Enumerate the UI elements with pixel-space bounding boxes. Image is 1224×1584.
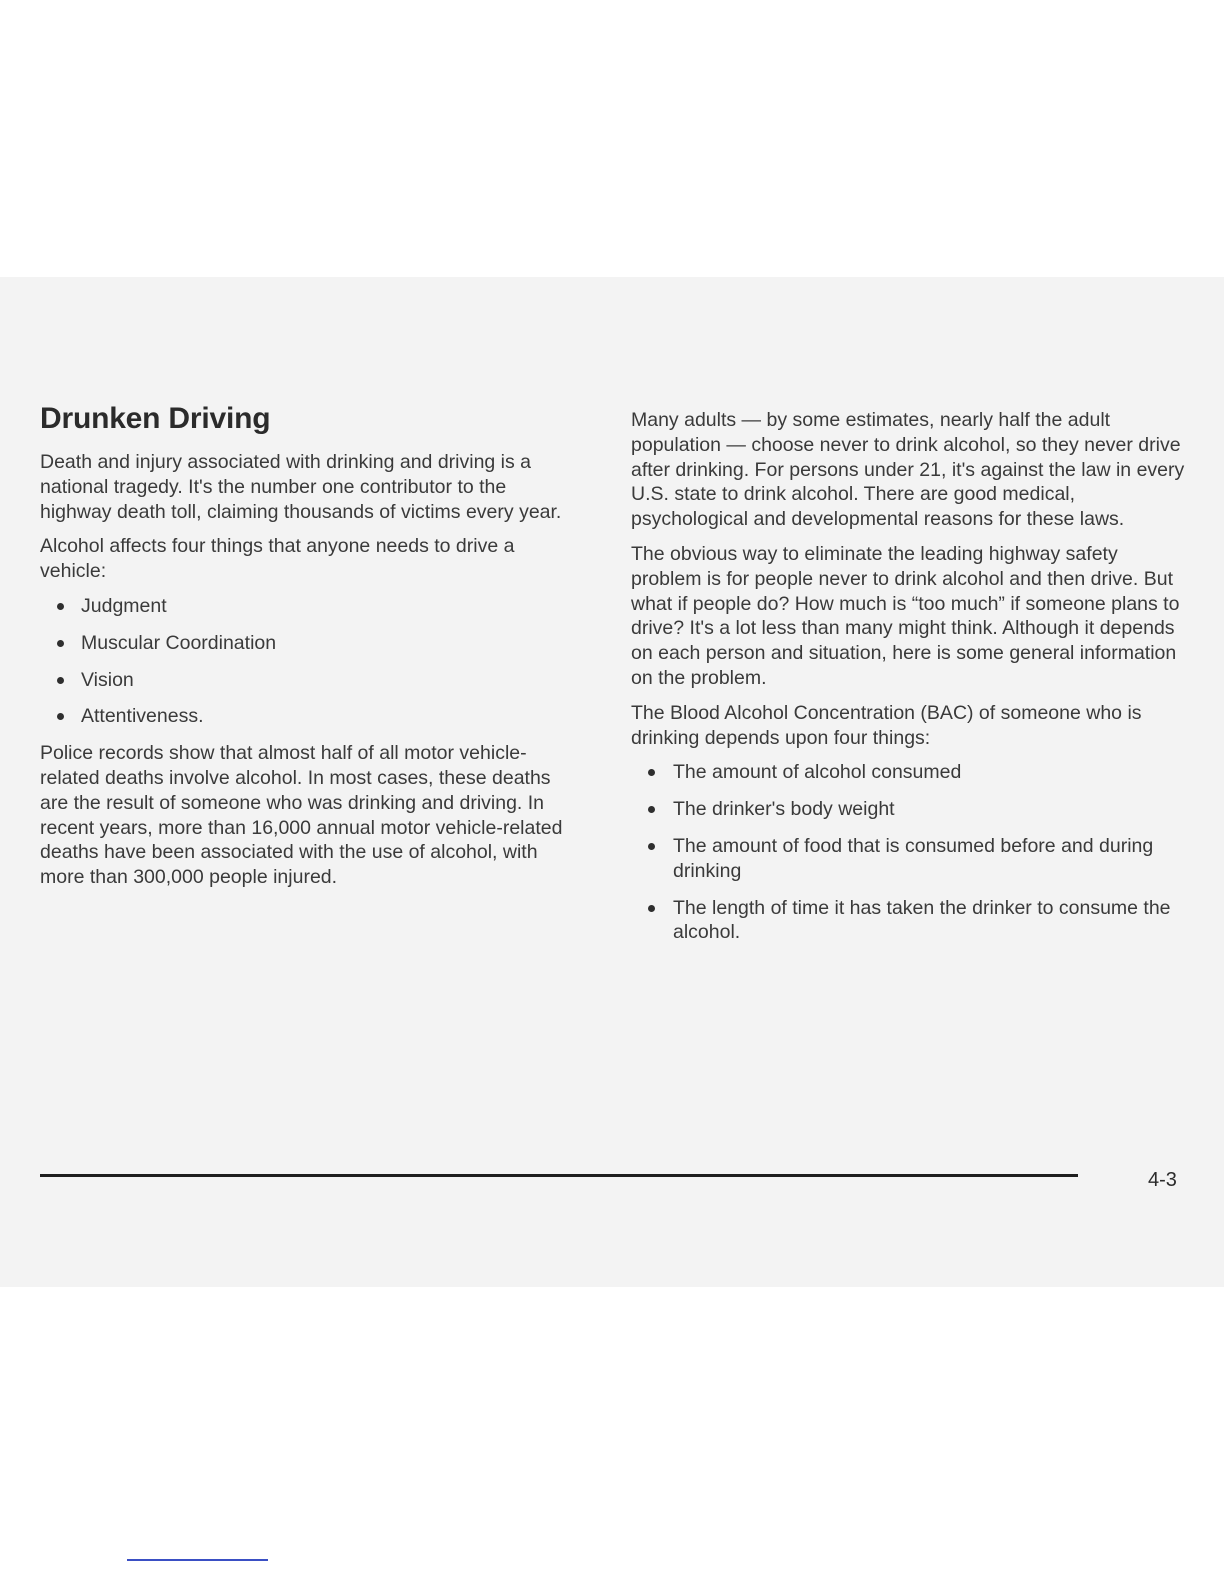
list-item-text: The amount of alcohol consumed [673,761,962,784]
left-column [40,402,580,900]
page-title: Drunken Driving [40,402,271,435]
list-item [40,631,580,656]
bullet-icon [57,677,64,684]
list-item-text: The length of time it has taken the drinker to consume the alcohol. [673,896,1171,944]
alcohol-effects-paragraph: Alcohol affects four things that anyone needs to drive a vehicle: [40,535,515,583]
bullet-icon [57,713,64,720]
list-item [40,594,580,619]
list-item [631,896,1187,946]
intro-paragraph: Death and injury associated with drinking and driving is a national tragedy. It's the number one contributor to the highway death toll, claiming thousands of victims every year. [40,451,562,523]
list-item-text: Attentiveness. [81,705,204,728]
footer-divider [40,1174,1078,1177]
list-item-text: The amount of food that is consumed before and during drinking [673,834,1154,882]
bullet-icon [648,905,655,912]
police-records-paragraph: Police records show that almost half of all motor vehicle-related deaths involve alcohol. In most cases, these deaths are the result of someone who was drinking and driving. In recent years, more than 16,000 annual motor vehicle-related deaths have been associated with the use of alcohol, with more than 300,000 people injured. [40,742,563,889]
list-item [40,668,580,693]
safety-problem-paragraph: The obvious way to eliminate the leading highway safety problem is for people never to drink alcohol and then drive. But what if people do? How much is “too much” if someone plans to drive? It's a lot less than many might think. Although it depends on each person and situation, here is some general information on the problem. [631,542,1180,689]
list-item-text: The drinker's body weight [673,798,895,821]
bullet-icon [57,640,64,647]
list-item-text: Muscular Coordination [81,631,277,654]
footer-link-underline[interactable] [127,1559,268,1561]
bullet-icon [648,769,655,776]
adults-paragraph: Many adults — by some estimates, nearly half the adult population — choose never to drink alcohol, so they never drive after drinking. For persons under 21, it's against the law in every U.S. state to drink alcohol. There are good medical, psychological and developmental reasons for these laws. [631,409,1185,531]
list-item-text: Judgment [81,594,167,617]
bullet-icon [57,603,64,610]
alcohol-effects-list [40,594,580,729]
list-item [631,834,1187,884]
list-item [40,704,580,729]
page-number: 4-3 [1148,1169,1177,1191]
list-item [631,760,1187,785]
list-item [631,797,1187,822]
right-column [631,408,1187,957]
list-item-text: Vision [81,668,134,691]
bac-factors-list [631,760,1187,945]
bac-paragraph: The Blood Alcohol Concentration (BAC) of someone who is drinking depends upon four things: [631,701,1142,749]
bullet-icon [648,806,655,813]
bullet-icon [648,843,655,850]
